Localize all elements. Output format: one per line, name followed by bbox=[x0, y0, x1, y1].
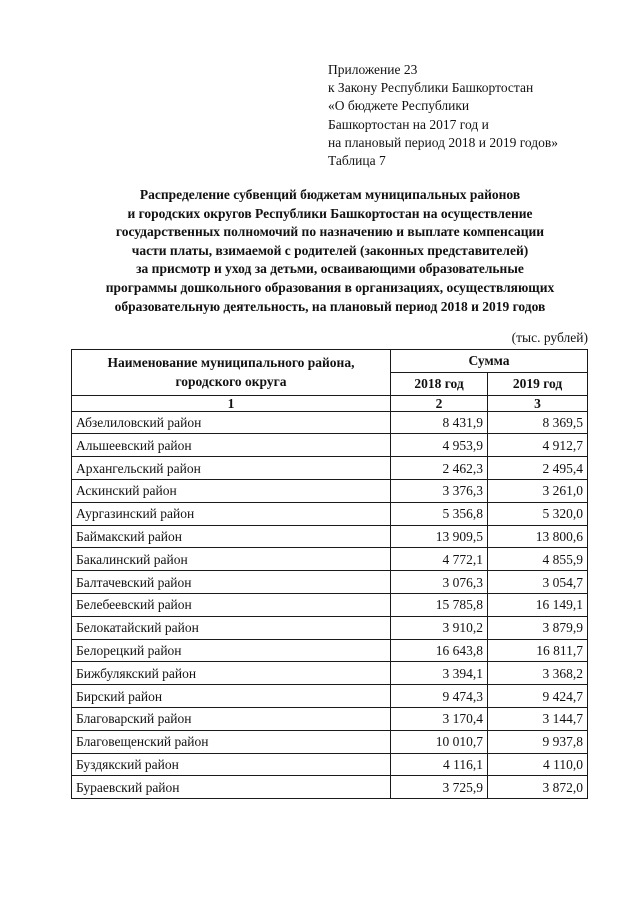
amount-2019-cell: 3 872,0 bbox=[488, 776, 588, 799]
district-name-cell: Благоварский район bbox=[72, 707, 391, 730]
amount-2018-cell: 9 474,3 bbox=[391, 685, 488, 708]
table-row bbox=[72, 525, 588, 548]
amount-2019-cell: 4 912,7 bbox=[488, 434, 588, 457]
amount-2019-cell: 2 495,4 bbox=[488, 457, 588, 480]
district-name-cell: Бакалинский район bbox=[72, 548, 391, 571]
amount-2019-cell: 8 369,5 bbox=[488, 411, 588, 434]
header-name bbox=[72, 350, 391, 396]
amount-2019-cell: 13 800,6 bbox=[488, 525, 588, 548]
amount-2018-cell: 3 394,1 bbox=[391, 662, 488, 685]
district-name-cell: Архангельский район bbox=[72, 457, 391, 480]
column-number: 1 bbox=[72, 395, 391, 411]
amount-2018-cell: 13 909,5 bbox=[391, 525, 488, 548]
table-row bbox=[72, 730, 588, 753]
table-row bbox=[72, 776, 588, 799]
amount-2019-cell: 3 368,2 bbox=[488, 662, 588, 685]
table-row bbox=[72, 639, 588, 662]
district-name-cell: Белокатайский район bbox=[72, 616, 391, 639]
title-line: Распределение субвенций бюджетам муниципальных районов bbox=[139, 187, 521, 202]
table-row bbox=[72, 685, 588, 708]
annex-line: Таблица 7 bbox=[328, 153, 386, 169]
amount-2018-cell: 3 376,3 bbox=[391, 479, 488, 502]
amount-2019-cell: 16 811,7 bbox=[488, 639, 588, 662]
amount-2018-cell: 3 910,2 bbox=[391, 616, 488, 639]
amount-2018-cell: 3 725,9 bbox=[391, 776, 488, 799]
amount-2018-cell: 5 356,8 bbox=[391, 502, 488, 525]
title-line: за присмотр и уход за детьми, осваивающими образовательные bbox=[136, 261, 524, 277]
amount-2019-cell: 3 054,7 bbox=[488, 571, 588, 594]
amount-2018-cell: 4 772,1 bbox=[391, 548, 488, 571]
column-number: 2 bbox=[391, 395, 488, 411]
amount-2019-cell: 3 261,0 bbox=[488, 479, 588, 502]
district-name-cell: Аскинский район bbox=[72, 479, 391, 502]
amount-2018-cell: 3 170,4 bbox=[391, 707, 488, 730]
table-row bbox=[72, 753, 588, 776]
amount-2019-cell: 4 110,0 bbox=[488, 753, 588, 776]
amount-2019-cell: 3 879,9 bbox=[488, 616, 588, 639]
amount-2019-cell: 9 937,8 bbox=[488, 730, 588, 753]
district-name-cell: Бирский район bbox=[72, 685, 391, 708]
title-line: и городских округов Республики Башкортостан на осуществление bbox=[127, 205, 533, 221]
annex-line: «О бюджете Республики bbox=[328, 98, 470, 114]
title-line: образовательную деятельность, на плановый период 2018 и 2019 годов bbox=[114, 298, 546, 314]
header-year-2019: 2019 год bbox=[488, 372, 588, 395]
table-row bbox=[72, 457, 588, 480]
annex-line: Башкортостан на 2017 год и bbox=[328, 116, 489, 132]
column-number: 3 bbox=[488, 395, 588, 411]
header-name-line2: городского округа bbox=[175, 374, 287, 390]
amount-2018-cell: 2 462,3 bbox=[391, 457, 488, 480]
table-row bbox=[72, 571, 588, 594]
amount-2018-cell: 10 010,7 bbox=[391, 730, 488, 753]
table-row bbox=[72, 502, 588, 525]
header-name-line1: Наименование муниципального района, bbox=[107, 355, 355, 371]
title-line: программы дошкольного образования в организациях, осуществляющих bbox=[105, 279, 555, 295]
district-name-cell: Аургазинский район bbox=[72, 502, 391, 525]
table-body bbox=[72, 395, 588, 799]
district-name-cell: Баймакский район bbox=[72, 525, 391, 548]
district-name-cell: Абзелиловский район bbox=[72, 411, 391, 434]
table-row bbox=[72, 662, 588, 685]
amount-2019-cell: 9 424,7 bbox=[488, 685, 588, 708]
amount-2019-cell: 3 144,7 bbox=[488, 707, 588, 730]
annex-line: Приложение 23 bbox=[328, 62, 418, 77]
district-name-cell: Балтачевский район bbox=[72, 571, 391, 594]
units-label: (тыс. рублей) bbox=[511, 330, 588, 345]
table-row bbox=[72, 593, 588, 616]
table-row bbox=[72, 479, 588, 502]
header-year-2018: 2018 год bbox=[391, 372, 488, 395]
subventions-table bbox=[71, 349, 588, 799]
amount-2018-cell: 3 076,3 bbox=[391, 571, 488, 594]
district-name-cell: Альшеевский район bbox=[72, 434, 391, 457]
amount-2018-cell: 16 643,8 bbox=[391, 639, 488, 662]
district-name-cell: Бижбулякский район bbox=[72, 662, 391, 685]
column-number-row bbox=[72, 395, 588, 411]
district-name-cell: Белебеевский район bbox=[72, 593, 391, 616]
annex-line: к Закону Республики Башкортостан bbox=[328, 80, 534, 96]
amount-2018-cell: 4 953,9 bbox=[391, 434, 488, 457]
amount-2019-cell: 4 855,9 bbox=[488, 548, 588, 571]
table-row bbox=[72, 411, 588, 434]
amount-2018-cell: 4 116,1 bbox=[391, 753, 488, 776]
header-sum: Сумма bbox=[391, 350, 588, 373]
district-name-cell: Белорецкий район bbox=[72, 639, 391, 662]
document-title bbox=[60, 186, 600, 316]
annex-block bbox=[328, 61, 558, 170]
district-name-cell: Благовещенский район bbox=[72, 730, 391, 753]
district-name-cell: Буздякский район bbox=[72, 753, 391, 776]
amount-2019-cell: 5 320,0 bbox=[488, 502, 588, 525]
table-row bbox=[72, 616, 588, 639]
table-row bbox=[72, 548, 588, 571]
annex-line: на плановый период 2018 и 2019 годов» bbox=[328, 134, 559, 150]
title-line: государственных полномочий по назначению и выплате компенсации bbox=[115, 224, 545, 240]
district-name-cell: Бураевский район bbox=[72, 776, 391, 799]
table-row bbox=[72, 707, 588, 730]
amount-2018-cell: 15 785,8 bbox=[391, 593, 488, 616]
amount-2018-cell: 8 431,9 bbox=[391, 411, 488, 434]
title-line: части платы, взимаемой с родителей (законных представителей) bbox=[131, 242, 529, 258]
table-row bbox=[72, 434, 588, 457]
amount-2019-cell: 16 149,1 bbox=[488, 593, 588, 616]
